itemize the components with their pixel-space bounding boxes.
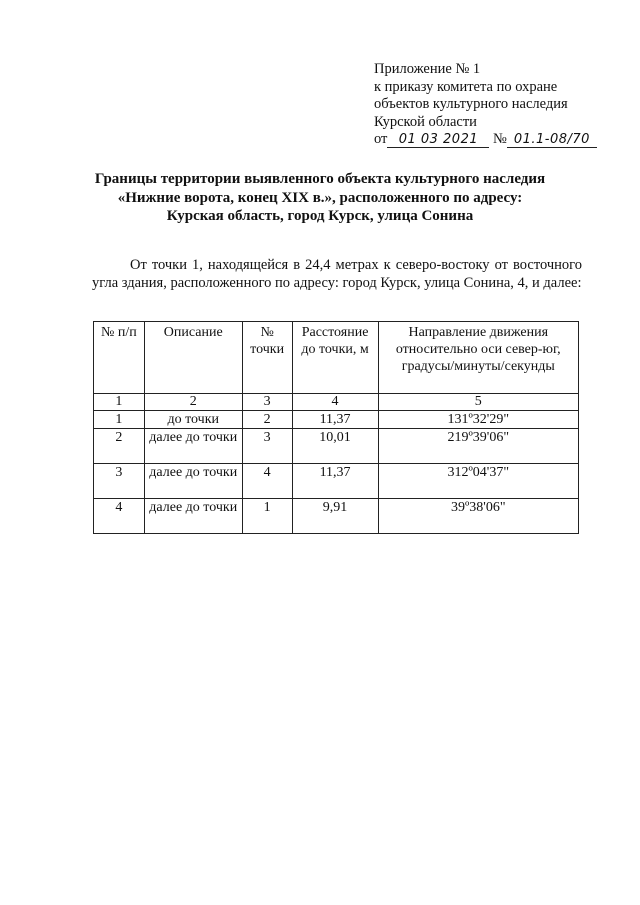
index-cell: 1 — [94, 394, 145, 411]
row-direction: 219º39'06" — [378, 429, 578, 464]
header-direction: Направление движения относительно оси север-юг, градусы/минуты/секунды — [378, 322, 578, 394]
row-description: далее до точки — [144, 429, 242, 464]
intro-text: От точки 1, находящейся в 24,4 метрах к северо-востоку от восточного угла здания, расположенного по адресу: город Курск, улица Сонина, 4, и далее: — [92, 257, 582, 291]
row-number: 4 — [94, 499, 145, 534]
header-description: Описание — [144, 322, 242, 394]
row-description: далее до точки — [144, 464, 242, 499]
table-row — [94, 464, 579, 499]
annex-header — [374, 61, 624, 149]
title-line-2: «Нижние ворота, конец XIX в.», расположенного по адресу: — [117, 189, 523, 206]
row-distance: 10,01 — [292, 429, 378, 464]
index-cell: 2 — [144, 394, 242, 411]
title-line-3: Курская область, город Курск, улица Сонина — [166, 208, 474, 224]
number-prefix: № — [493, 131, 507, 147]
order-date: 01 03 2021 — [387, 132, 489, 148]
table-row — [94, 411, 579, 429]
index-cell: 4 — [292, 394, 378, 411]
table-row — [94, 429, 579, 464]
row-point: 4 — [242, 464, 292, 499]
row-number: 3 — [94, 464, 145, 499]
row-distance: 11,37 — [292, 464, 378, 499]
row-number: 1 — [94, 411, 145, 429]
row-distance: 11,37 — [292, 411, 378, 429]
row-distance: 9,91 — [292, 499, 378, 534]
document-title — [60, 170, 580, 226]
row-direction: 312º04'37" — [378, 464, 578, 499]
order-number: 01.1-08/70 — [507, 132, 597, 148]
row-description: далее до точки — [144, 499, 242, 534]
row-direction: 131º32'29" — [378, 411, 578, 429]
annex-line-2: к приказу комитета по охране — [374, 78, 558, 95]
row-description: до точки — [144, 411, 242, 429]
index-cell: 5 — [378, 394, 578, 411]
column-index-row — [94, 394, 579, 411]
header-distance: Расстояние до точки, м — [292, 322, 378, 394]
date-prefix: от — [374, 131, 388, 147]
row-point: 3 — [242, 429, 292, 464]
intro-paragraph — [92, 256, 582, 292]
annex-order-line — [374, 131, 624, 149]
header-number: № п/п — [94, 322, 145, 394]
row-point: 1 — [242, 499, 292, 534]
row-direction: 39º38'06" — [378, 499, 578, 534]
row-number: 2 — [94, 429, 145, 464]
table-row — [94, 499, 579, 534]
header-point: № точки — [242, 322, 292, 394]
index-cell: 3 — [242, 394, 292, 411]
title-line-1: Границы территории выявленного объекта культурного наследия — [94, 171, 546, 187]
annex-line-3: объектов культурного наследия — [374, 96, 568, 112]
boundary-points-table — [93, 321, 579, 534]
table-header-row — [94, 322, 579, 394]
annex-line-1: Приложение № 1 — [374, 61, 481, 77]
annex-line-4: Курской области — [374, 113, 477, 130]
row-point: 2 — [242, 411, 292, 429]
